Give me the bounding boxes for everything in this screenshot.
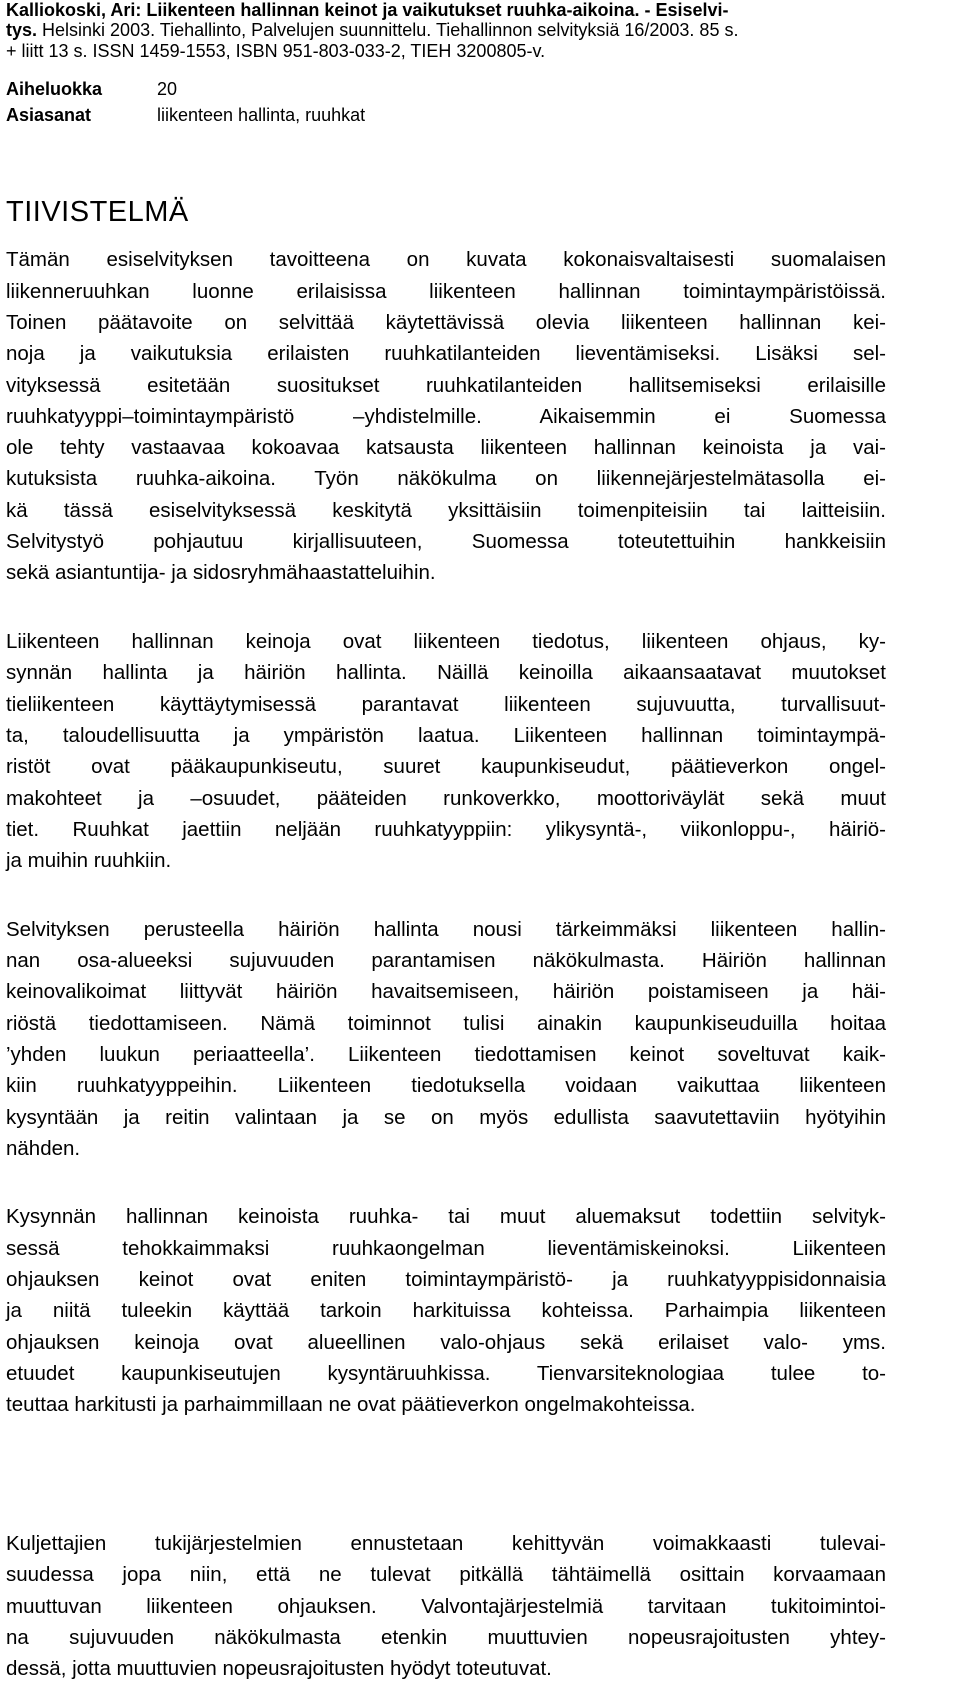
paragraph-3-line: keinovalikoimat liittyvät häiriön havaitsemiseen, häiriön poistamiseen ja häi-	[6, 980, 886, 1003]
paragraph-5-line: Kuljettajien tukijärjestelmien ennustetaan kehittyvän voimakkaasti tulevai-	[6, 1532, 886, 1555]
paragraph-5-line: na sujuvuuden näkökulmasta etenkin muuttuvien nopeusrajoitusten yhtey-	[6, 1626, 886, 1649]
keywords-label: Asiasanat	[6, 105, 92, 125]
paragraph-1-line: liikenneruuhkan luonne erilaisissa liikenteen hallinnan toimintaympäristöissä.	[6, 280, 886, 303]
paragraph-1-line: vityksessä esitetään suositukset ruuhkatilanteiden hallitsemiseksi erilaisille	[6, 374, 886, 397]
citation-line-2-bold: tys.	[6, 20, 38, 40]
paragraph-2-line: tieliikenteen käyttäytymisessä parantavat liikenteen sujuvuutta, turvallisuut-	[6, 693, 886, 716]
citation-line-3: + liitt 13 s. ISSN 1459-1553, ISBN 951-803-033-2, TIEH 3200805-v.	[6, 41, 546, 61]
paragraph-4-line: Kysynnän hallinnan keinoista ruuhka- tai muut aluemaksut todettiin selvityk-	[6, 1205, 886, 1228]
paragraph-4-line: ohjauksen keinot ovat eniten toimintaympäristö- ja ruuhkatyyppisidonnaisia	[6, 1268, 886, 1291]
paragraph-2-line: ja muihin ruuhkiin.	[6, 849, 172, 872]
paragraph-1-line: ole tehty vastaavaa kokoavaa katsausta liikenteen hallinnan keinoista ja vai-	[6, 436, 886, 459]
paragraph-4-line: ja niitä tuleekin käyttää tarkoin harkituissa kohteissa. Parhaimpia liikenteen	[6, 1299, 886, 1322]
paragraph-1-line: Selvitystyö pohjautuu kirjallisuuteen, Suomessa toteutettuihin hankkeisiin	[6, 530, 886, 553]
paragraph-4-line: ohjauksen keinoja ovat alueellinen valo-ohjaus sekä erilaiset valo- yms.	[6, 1331, 886, 1354]
paragraph-1-line: kutuksista ruuhka-aikoina. Työn näkökulma on liikennejärjestelmätasolla ei-	[6, 467, 886, 490]
paragraph-3-line: nähden.	[6, 1137, 81, 1160]
paragraph-4-line: etuudet kaupunkiseutujen kysyntäruuhkissa. Tienvarsiteknologiaa tulee to-	[6, 1362, 886, 1385]
paragraph-2-line: ta, taloudellisuutta ja ympäristön laatua. Liikenteen hallinnan toimintaympä-	[6, 724, 886, 747]
paragraph-1-line: noja ja vaikutuksia erilaisten ruuhkatilanteiden lieventämiseksi. Lisäksi sel-	[6, 342, 886, 365]
paragraph-3-line: riöstä tiedottamiseen. Nämä toiminnot tulisi ainakin kaupunkiseuduilla hoitaa	[6, 1012, 886, 1035]
paragraph-5-line: muuttuvan liikenteen ohjauksen. Valvontajärjestelmiä tarvitaan tukitoimintoi-	[6, 1595, 886, 1618]
paragraph-3-line: nan osa-alueeksi sujuvuuden parantamisen näkökulmasta. Häiriön hallinnan	[6, 949, 886, 972]
keywords-value: liikenteen hallinta, ruuhkat	[157, 105, 366, 125]
paragraph-2-line: Liikenteen hallinnan keinoja ovat liikenteen tiedotus, liikenteen ohjaus, ky-	[6, 630, 886, 653]
paragraph-1-line: kä tässä esiselvityksessä keskitytä yksittäisiin toimenpiteisiin tai laitteisiin.	[6, 499, 886, 522]
paragraph-2-line: ristöt ovat pääkaupunkiseutu, suuret kaupunkiseudut, päätieverkon ongel-	[6, 755, 886, 778]
paragraph-1-line: Tämän esiselvityksen tavoitteena on kuvata kokonaisvaltaisesti suomalaisen	[6, 248, 886, 271]
paragraph-1-line: ruuhkatyyppi–toimintaympäristö –yhdistelmille. Aikaisemmin ei Suomessa	[6, 405, 886, 428]
paragraph-3-line: Selvityksen perusteella häiriön hallinta nousi tärkeimmäksi liikenteen hallin-	[6, 918, 886, 941]
paragraph-3-line: kiin ruuhkatyyppeihin. Liikenteen tiedotuksella voidaan vaikuttaa liikenteen	[6, 1074, 886, 1097]
paragraph-3-line: ’yhden luukun periaatteella’. Liikenteen tiedottamisen keinot soveltuvat kaik-	[6, 1043, 886, 1066]
citation-line-2	[6, 20, 886, 40]
category-label: Aiheluokka	[6, 79, 103, 99]
citation-line-1: Kalliokoski, Ari: Liikenteen hallinnan keinot ja vaikutukset ruuhka-aikoina. - Esiselvi-	[6, 0, 729, 20]
paragraph-2-line: makohteet ja –osuudet, pääteiden runkoverkko, moottoriväylät sekä muut	[6, 787, 886, 810]
citation-line-2-rest: Helsinki 2003. Tiehallinto, Palvelujen suunnittelu. Tiehallinnon selvityksiä 16/2003. 85 s.	[37, 20, 739, 40]
paragraph-1-line: sekä asiantuntija- ja sidosryhmähaastatteluihin.	[6, 561, 436, 584]
paragraph-4-line: teuttaa harkitusti ja parhaimmillaan ne ovat päätieverkon ongelmakohteissa.	[6, 1393, 696, 1416]
paragraph-2-line: synnän hallinta ja häiriön hallinta. Näillä keinoilla aikaansaatavat muutokset	[6, 661, 886, 684]
paragraph-4-line: sessä tehokkaimmaksi ruuhkaongelman lieventämiskeinoksi. Liikenteen	[6, 1237, 886, 1260]
paragraph-2-line: tiet. Ruuhkat jaettiin neljään ruuhkatyyppiin: ylikysyntä-, viikonloppu-, häiriö-	[6, 818, 886, 841]
paragraph-5-line: suudessa jopa niin, että ne tulevat pitkällä tähtäimellä osittain korvaamaan	[6, 1563, 886, 1586]
category-value: 20	[157, 79, 178, 99]
paragraph-1-line: Toinen päätavoite on selvittää käytettävissä olevia liikenteen hallinnan kei-	[6, 311, 886, 334]
paragraph-3-line: kysyntään ja reitin valintaan ja se on myös edullista saavutettaviin hyötyihin	[6, 1106, 886, 1129]
paragraph-5-line: dessä, jotta muuttuvien nopeusrajoitusten hyödyt toteutuvat.	[6, 1657, 552, 1680]
abstract-title: TIIVISTELMÄ	[6, 196, 189, 228]
